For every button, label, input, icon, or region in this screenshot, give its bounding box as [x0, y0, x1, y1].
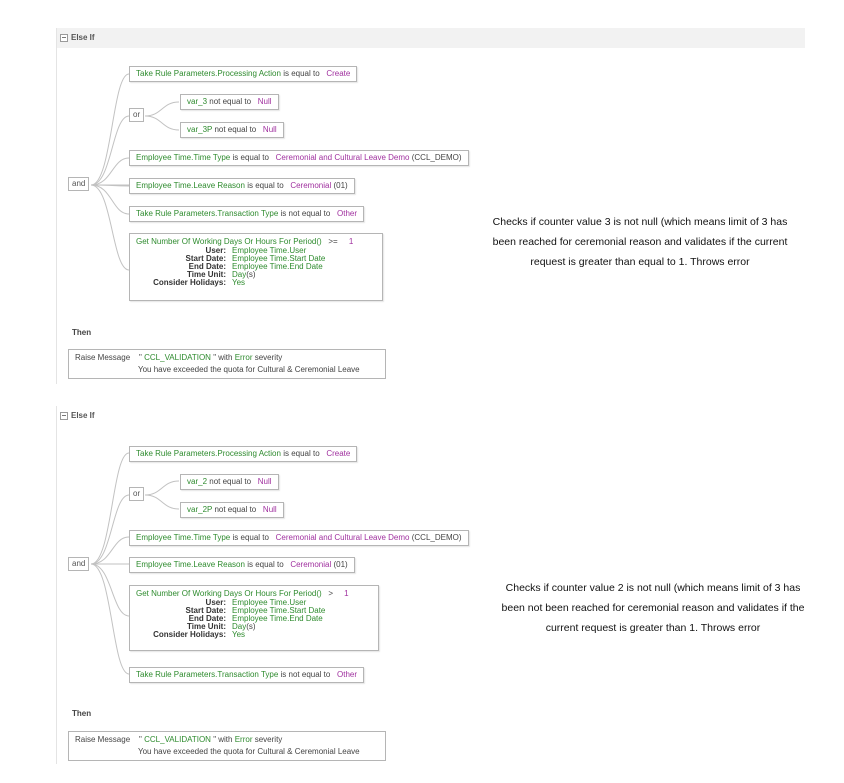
param-label: End Date:: [188, 614, 226, 623]
condition-value: Null: [262, 125, 277, 134]
function-name: Get Number Of Working Days Or Hours For Period(): [136, 589, 322, 598]
param-value: Yes: [232, 278, 246, 287]
param-value: Day(s): [232, 270, 256, 279]
then-label: Then: [72, 709, 92, 718]
else-if-title: Else If: [71, 33, 95, 42]
param-label: Time Unit:: [187, 622, 226, 631]
condition-code: (CCL_DEMO): [411, 533, 462, 542]
condition-var-b[interactable]: [180, 502, 284, 518]
function-line: [136, 238, 353, 246]
condition-working-days[interactable]: [129, 233, 383, 301]
condition-field: var_2: [187, 477, 208, 486]
param-label: Consider Holidays:: [153, 278, 226, 287]
condition-value: Ceremonial and Cultural Leave Demo: [275, 153, 410, 162]
condition-field: Take Rule Parameters.Processing Action: [136, 449, 281, 458]
condition-code: (CCL_DEMO): [411, 153, 462, 162]
param-value: Employee Time.Start Date: [232, 606, 326, 615]
annotation-note: Checks if counter value 2 is not null (which means limit of 3 has been not been reached for ceremonial reason and validates if the current request is greater than 1. Throws error: [501, 582, 805, 634]
condition-operator: not equal to: [214, 505, 257, 514]
condition-field: Take Rule Parameters.Transaction Type: [136, 670, 279, 679]
message-severity: Error: [234, 735, 253, 744]
or-operator[interactable]: or: [129, 108, 144, 122]
param-label: End Date:: [188, 262, 226, 271]
and-operator[interactable]: and: [68, 557, 89, 571]
quote-mark: ": [139, 353, 142, 362]
condition-code: (01): [333, 560, 348, 569]
param-label: User:: [205, 246, 226, 255]
condition-operator: is not equal to: [280, 209, 331, 218]
condition-value: Ceremonial and Cultural Leave Demo: [275, 533, 410, 542]
condition-var-a[interactable]: [180, 94, 279, 110]
with-text: " with: [213, 353, 233, 362]
message-name: CCL_VALIDATION: [144, 353, 211, 362]
message-text: You have exceeded the quota for Cultural & Ceremonial Leave: [138, 365, 360, 374]
condition-field: Employee Time.Leave Reason: [136, 560, 245, 569]
condition-value: Create: [326, 69, 351, 78]
condition-var-b[interactable]: [180, 122, 284, 138]
condition-leave-reason[interactable]: [129, 557, 355, 573]
message-prefix: Raise Message: [75, 735, 131, 744]
condition-value: Null: [257, 97, 272, 106]
condition-operator: >: [328, 589, 334, 598]
condition-operator: not equal to: [209, 97, 252, 106]
param-value: Day(s): [232, 622, 256, 631]
and-operator[interactable]: and: [68, 177, 89, 191]
param-value: Employee Time.User: [232, 246, 307, 255]
condition-value: Null: [262, 505, 277, 514]
condition-operator: not equal to: [209, 477, 252, 486]
else-if-block-2: [56, 406, 805, 764]
param-value: Yes: [232, 630, 246, 639]
condition-processing-action[interactable]: [129, 66, 357, 82]
message-name: CCL_VALIDATION: [144, 735, 211, 744]
function-name: Get Number Of Working Days Or Hours For Period(): [136, 237, 322, 246]
or-operator[interactable]: or: [129, 487, 144, 501]
param-label: Start Date:: [185, 606, 226, 615]
condition-transaction-type[interactable]: [129, 206, 364, 222]
with-text: " with: [213, 735, 233, 744]
condition-value: Other: [337, 209, 358, 218]
condition-field: Employee Time.Time Type: [136, 533, 231, 542]
condition-operator: is equal to: [247, 181, 284, 190]
raise-message-action[interactable]: [68, 349, 386, 379]
annotation-note: Checks if counter value 3 is not null (which means limit of 3 has been reached for ceremonial reason and validates if the current request is greater than equal to 1. Throws error: [492, 216, 788, 268]
message-text: You have exceeded the quota for Cultural & Ceremonial Leave: [138, 747, 360, 756]
condition-operator: is equal to: [283, 449, 320, 458]
condition-field: Employee Time.Leave Reason: [136, 181, 245, 190]
condition-value: Create: [326, 449, 351, 458]
message-prefix: Raise Message: [75, 353, 131, 362]
condition-value: Other: [337, 670, 358, 679]
condition-field: Take Rule Parameters.Transaction Type: [136, 209, 279, 218]
condition-code: (01): [333, 181, 348, 190]
condition-operator: is equal to: [232, 153, 269, 162]
condition-value: Null: [257, 477, 272, 486]
condition-field: Take Rule Parameters.Processing Action: [136, 69, 281, 78]
condition-field: var_2P: [187, 505, 213, 514]
condition-value: Ceremonial: [290, 181, 332, 190]
condition-time-type[interactable]: [129, 150, 469, 166]
condition-operator: is equal to: [247, 560, 284, 569]
condition-processing-action[interactable]: [129, 446, 357, 462]
param-value: Employee Time.End Date: [232, 614, 323, 623]
severity-text: severity: [254, 735, 283, 744]
param-label: Start Date:: [185, 254, 226, 263]
condition-operator: is equal to: [232, 533, 269, 542]
then-label: Then: [72, 328, 92, 337]
else-if-title: Else If: [71, 411, 95, 420]
condition-time-type[interactable]: [129, 530, 469, 546]
message-line: [75, 353, 282, 362]
condition-value: 1: [344, 589, 349, 598]
param-label: Consider Holidays:: [153, 630, 226, 639]
condition-operator: not equal to: [214, 125, 257, 134]
param-label: Time Unit:: [187, 270, 226, 279]
condition-var-a[interactable]: [180, 474, 279, 490]
severity-text: severity: [254, 353, 283, 362]
raise-message-action[interactable]: [68, 731, 386, 761]
condition-leave-reason[interactable]: [129, 178, 355, 194]
quote-mark: ": [139, 735, 142, 744]
condition-operator: is equal to: [283, 69, 320, 78]
message-line: [75, 735, 282, 744]
else-if-block-1: [56, 28, 805, 384]
condition-value: 1: [348, 237, 354, 246]
condition-field: Employee Time.Time Type: [136, 153, 231, 162]
function-line: [136, 590, 349, 598]
param-label: User:: [205, 598, 226, 607]
condition-field: var_3P: [187, 125, 213, 134]
condition-value: Ceremonial: [290, 560, 332, 569]
param-value: Employee Time.User: [232, 598, 307, 607]
condition-transaction-type[interactable]: [129, 667, 364, 683]
param-value: Employee Time.End Date: [232, 262, 323, 271]
message-severity: Error: [234, 353, 253, 362]
param-value: Employee Time.Start Date: [232, 254, 326, 263]
condition-operator: is not equal to: [280, 670, 331, 679]
condition-field: var_3: [187, 97, 208, 106]
condition-working-days[interactable]: [129, 585, 379, 651]
condition-operator: >=: [328, 237, 338, 246]
